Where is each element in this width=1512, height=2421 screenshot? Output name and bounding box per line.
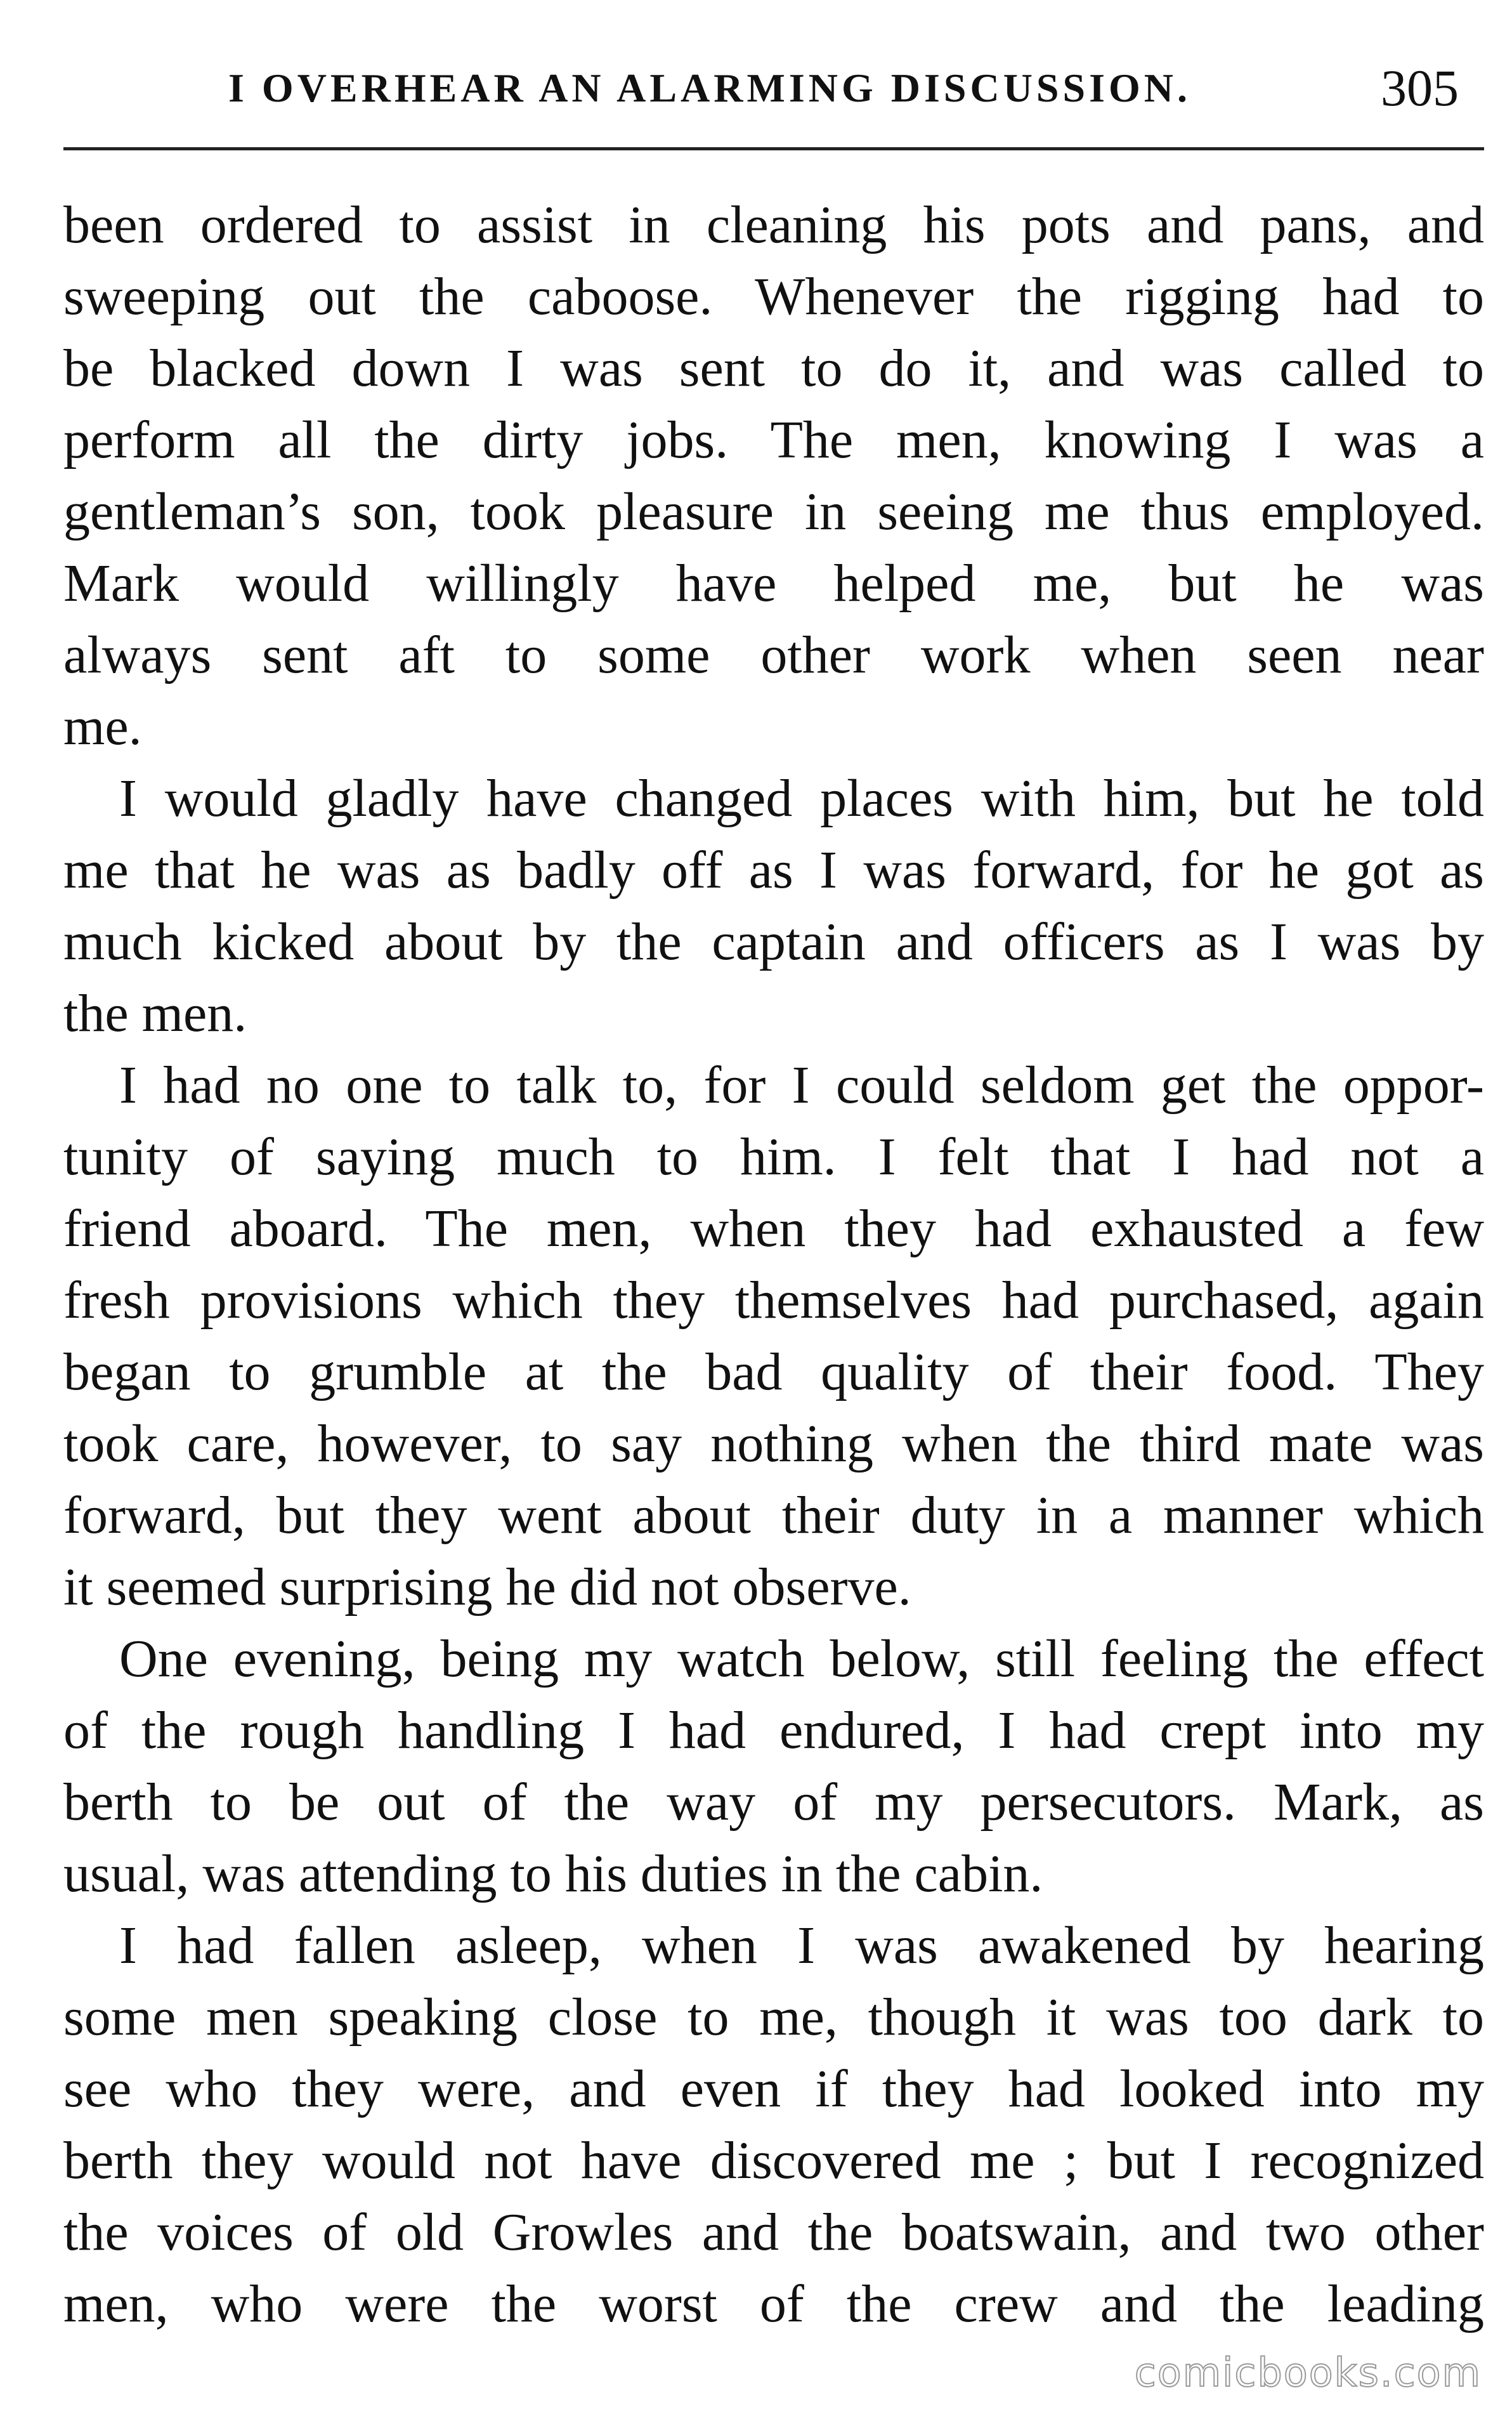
text-line: perform all the dirty jobs. The men, knowing I was a [63, 410, 1484, 469]
text-line: me that he was as badly off as I was forward, for he got as [63, 841, 1484, 900]
text-line: tunity of saying much to him. I felt that I had not a [63, 1127, 1484, 1186]
text-line: been ordered to assist in cleaning his pots and pans, and [63, 195, 1484, 254]
text-line: friend aboard. The men, when they had exhausted a few [63, 1199, 1484, 1258]
body-text [63, 189, 1484, 2340]
text-line: me. [63, 697, 142, 756]
text-line: the voices of old Growles and the boatswain, and two other [63, 2203, 1484, 2262]
text-line: fresh provisions which they themselves had purchased, again [63, 1271, 1484, 1330]
text-line: took care, however, to say nothing when the third mate was [63, 1414, 1484, 1473]
text-line: began to grumble at the bad quality of their food. They [63, 1342, 1484, 1401]
text-line: One evening, being my watch below, still feeling the effect [119, 1629, 1484, 1688]
text-line: I would gladly have changed places with him, but he told [119, 769, 1484, 828]
running-title: I OVERHEAR AN ALARMING DISCUSSION. [228, 65, 1191, 110]
page-number: 305 [1381, 59, 1459, 117]
paragraph [63, 1049, 1484, 1623]
watermark-logo: comicbooks.com [1134, 2349, 1482, 2396]
text-line: be blacked down I was sent to do it, and was called to [63, 339, 1484, 398]
text-line: sweeping out the caboose. Whenever the rigging had to [63, 267, 1484, 326]
text-line: gentleman’s son, took pleasure in seeing me thus employed. [63, 482, 1484, 541]
header-rule [63, 147, 1484, 150]
text-line: I had no one to talk to, for I could seldom get the oppor- [119, 1056, 1484, 1115]
paragraph [63, 1623, 1484, 1910]
paragraph [63, 1910, 1484, 2340]
running-head [63, 58, 1484, 134]
text-line: men, who were the worst of the crew and the leading [63, 2274, 1484, 2333]
paragraph [63, 189, 1484, 763]
text-line: berth to be out of the way of my persecutors. Mark, as [63, 1773, 1484, 1832]
text-line: Mark would willingly have helped me, but he was [63, 554, 1484, 613]
text-line: the men. [63, 984, 247, 1043]
text-line: some men speaking close to me, though it was too dark to [63, 1988, 1484, 2047]
paragraph [63, 763, 1484, 1049]
text-line: forward, but they went about their duty in a manner which [63, 1486, 1484, 1545]
text-line: of the rough handling I had endured, I had crept into my [63, 1701, 1484, 1760]
text-line: berth they would not have discovered me ; but I recognized [63, 2131, 1484, 2190]
text-line: much kicked about by the captain and officers as I was by [63, 912, 1484, 971]
text-line: usual, was attending to his duties in the cabin. [63, 1844, 1043, 1903]
text-line: it seemed surprising he did not observe. [63, 1558, 911, 1617]
text-line: I had fallen asleep, when I was awakened by hearing [119, 1916, 1484, 1975]
text-line: always sent aft to some other work when seen near [63, 626, 1484, 685]
text-line: see who they were, and even if they had looked into my [63, 2059, 1484, 2118]
